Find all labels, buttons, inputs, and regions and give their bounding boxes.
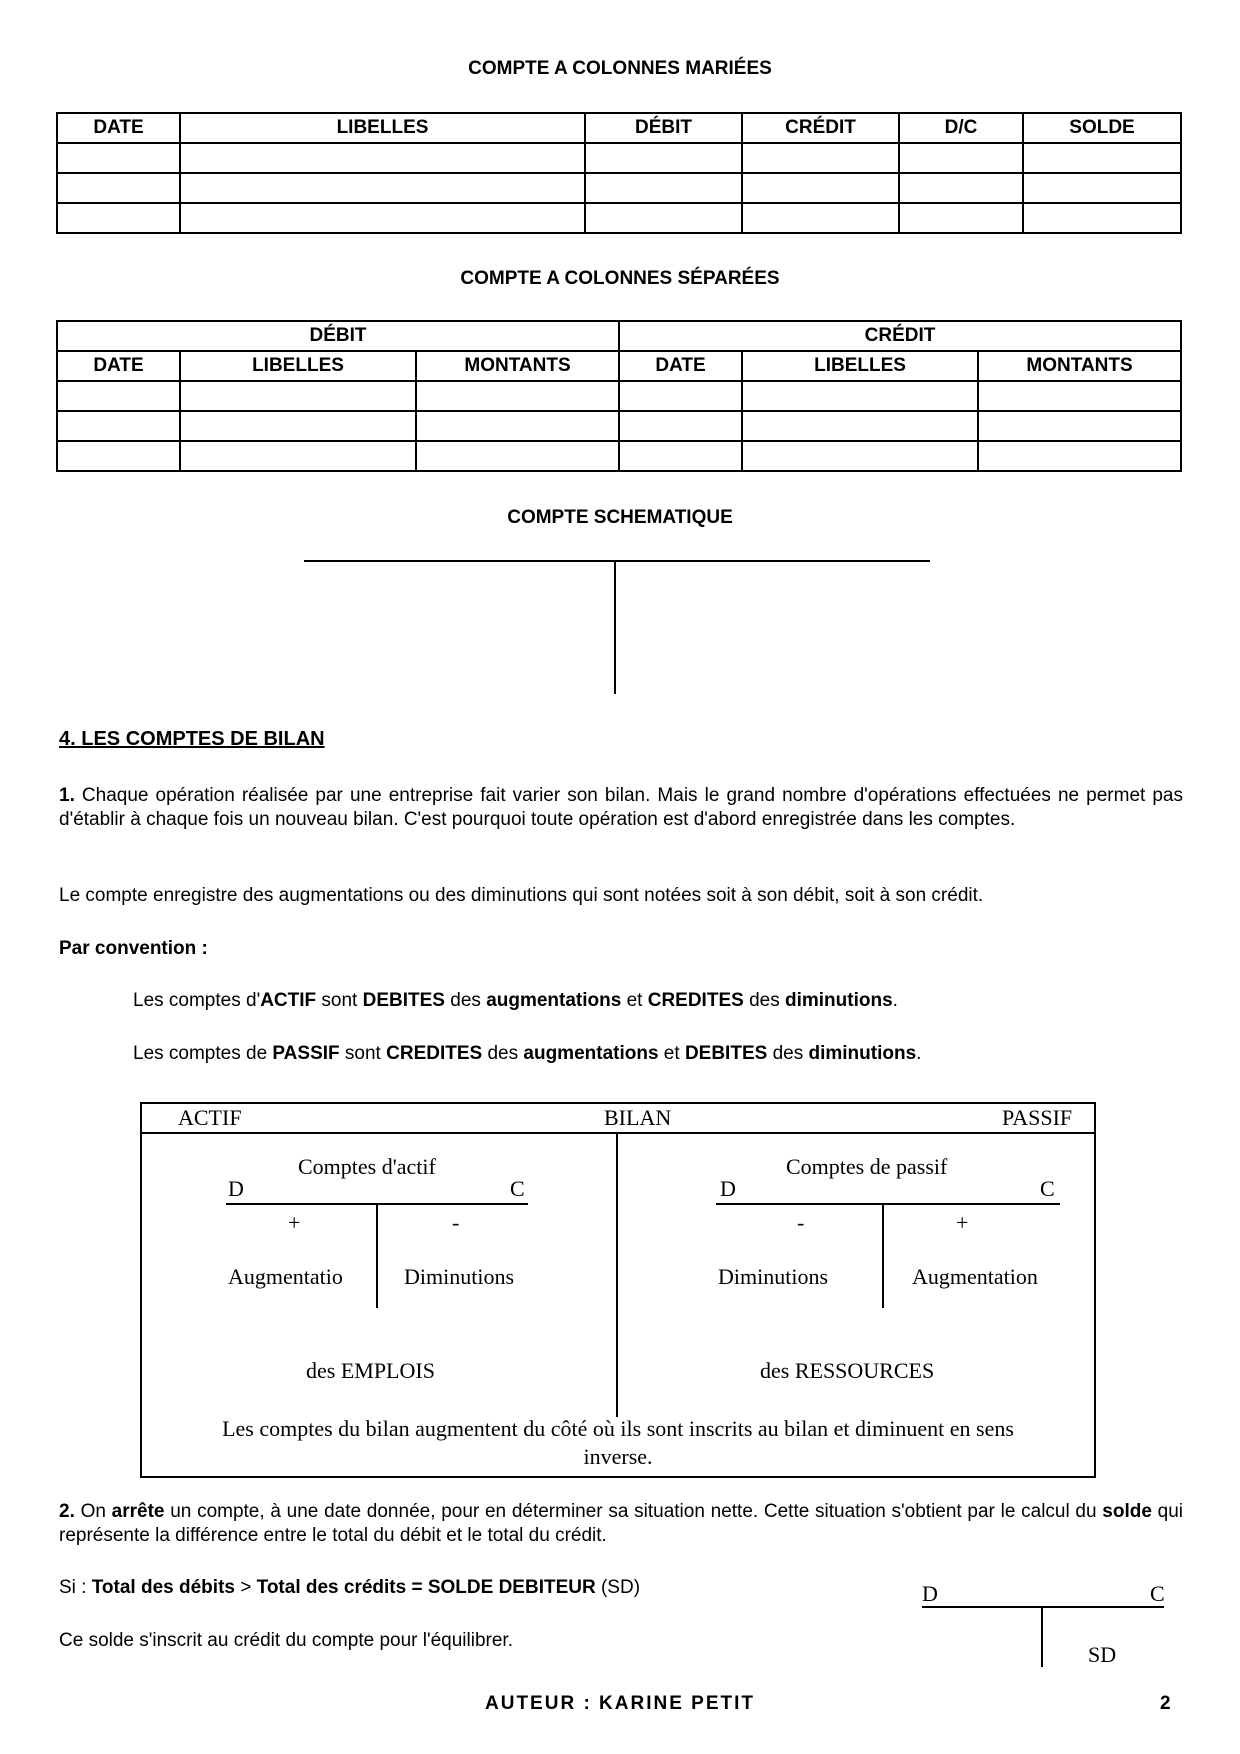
- mini-t-vertical: [1041, 1607, 1043, 1667]
- schematic-account-title: COMPTE SCHEMATIQUE: [507, 507, 733, 528]
- passif-augmentation-label: Augmentation: [912, 1264, 1038, 1289]
- solde-explanation: Ce solde s'inscrit au crédit du compte pour l'équilibrer.: [59, 1630, 513, 1651]
- paragraph-3: 2. On arrête un compte, à une date donnée, pour en déterminer sa situation nette. Cette situation s'obtient par le calcul du solde qui représente la différence entre le total du débit et le total du crédit.: [59, 1501, 1184, 1546]
- rule-passif: Les comptes de PASSIF sont CREDITES des augmentations et DEBITES des diminutions.: [133, 1043, 922, 1064]
- passif-account-title: Comptes de passif: [786, 1154, 948, 1179]
- table-row: [57, 143, 1181, 173]
- table-row: [57, 441, 1181, 471]
- bilan-note-line-1: Les comptes du bilan augmentent du côté où ils sont inscrits au bilan et diminuent en sens: [222, 1416, 1014, 1441]
- actif-plus-sign: +: [288, 1210, 301, 1235]
- actif-debit-label: D: [228, 1176, 244, 1201]
- center-divider: [616, 1133, 618, 1417]
- mini-t-horizontal: [922, 1606, 1164, 1608]
- passif-minus-sign: -: [797, 1210, 805, 1235]
- rule-actif: Les comptes d'ACTIF sont DEBITES des augmentations et CREDITES des diminutions.: [133, 990, 898, 1011]
- column-header: LIBELLES: [180, 113, 585, 143]
- debit-group-header: DÉBIT: [57, 321, 619, 351]
- table-row: [57, 411, 1181, 441]
- passif-t-horizontal: [716, 1203, 1060, 1205]
- column-header: LIBELLES: [742, 351, 978, 381]
- table-row: [57, 203, 1181, 233]
- mini-sd-label: SD: [1088, 1642, 1117, 1667]
- passif-t-vertical: [882, 1204, 884, 1308]
- bilan-diagram: [140, 1102, 1096, 1478]
- column-header: D/C: [899, 113, 1023, 143]
- table-header-row: [57, 351, 1181, 381]
- table-group-header-row: [57, 321, 1181, 351]
- ressources-label: des RESSOURCES: [760, 1358, 935, 1383]
- emplois-label: des EMPLOIS: [306, 1358, 435, 1383]
- paragraph-2: Le compte enregistre des augmentations ou des diminutions qui sont notées soit à son débit, soit à son crédit.: [59, 885, 984, 906]
- passif-plus-sign: +: [956, 1210, 969, 1235]
- separate-account-table: [56, 320, 1182, 472]
- bilan-note-line-2: inverse.: [583, 1444, 653, 1469]
- actif-diminutions-label: Diminutions: [404, 1264, 515, 1289]
- credit-group-header: CRÉDIT: [619, 321, 1181, 351]
- section-heading: 4. LES COMPTES DE BILAN: [59, 728, 325, 750]
- column-header: DATE: [57, 351, 180, 381]
- table-row: [57, 381, 1181, 411]
- column-header: MONTANTS: [416, 351, 619, 381]
- column-header: MONTANTS: [978, 351, 1181, 381]
- column-header: DÉBIT: [585, 113, 742, 143]
- column-header: CRÉDIT: [742, 113, 899, 143]
- column-header: LIBELLES: [180, 351, 416, 381]
- t-account-horizontal-line: [304, 560, 930, 562]
- married-account-table: [56, 112, 1182, 234]
- actif-header: ACTIF: [178, 1105, 242, 1130]
- convention-label: Par convention :: [59, 938, 208, 959]
- actif-minus-sign: -: [452, 1210, 460, 1235]
- actif-augmentation-label: Augmentatio: [228, 1264, 343, 1289]
- married-account-title: COMPTE A COLONNES MARIÉES: [468, 58, 772, 79]
- actif-account-title: Comptes d'actif: [298, 1154, 436, 1179]
- solde-debiteur-rule: Si : Total des débits > Total des crédits = SOLDE DEBITEUR (SD): [59, 1577, 641, 1598]
- actif-t-vertical: [376, 1204, 378, 1308]
- t-account-vertical-line: [614, 561, 616, 694]
- column-header: DATE: [619, 351, 742, 381]
- passif-debit-label: D: [720, 1176, 736, 1201]
- column-header: SOLDE: [1023, 113, 1181, 143]
- actif-credit-label: C: [510, 1176, 525, 1201]
- passif-diminutions-label: Diminutions: [718, 1264, 829, 1289]
- table-header-row: [57, 113, 1181, 143]
- footer-author: AUTEUR : KARINE PETIT: [485, 1693, 755, 1714]
- header-divider: [142, 1132, 1094, 1134]
- passif-credit-label: C: [1040, 1176, 1055, 1201]
- mini-credit-label: C: [1150, 1581, 1165, 1606]
- separate-account-title: COMPTE A COLONNES SÉPARÉES: [460, 268, 780, 289]
- passif-header: PASSIF: [1002, 1105, 1073, 1130]
- table-row: [57, 173, 1181, 203]
- mini-debit-label: D: [922, 1581, 938, 1606]
- page-number: 2: [1160, 1693, 1171, 1714]
- bilan-header: BILAN: [604, 1105, 672, 1130]
- paragraph-number: 1.: [59, 785, 75, 806]
- column-header: DATE: [57, 113, 180, 143]
- paragraph-1: 1. Chaque opération réalisée par une entreprise fait varier son bilan. Mais le grand nombre d'opérations effectuées ne permet pas d'établir à chaque fois un nouveau bilan. C'est pourquoi toute opération est d'abord enregistrée dans les comptes.: [59, 785, 1183, 830]
